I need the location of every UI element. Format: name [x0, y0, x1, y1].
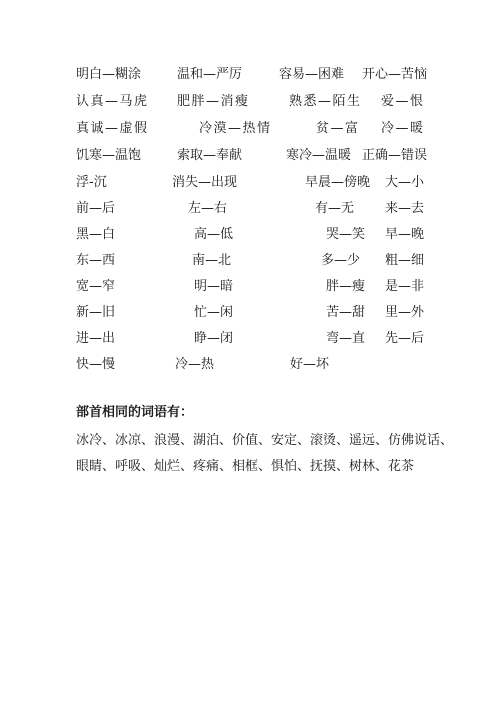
- antonym-row-2: [0, 93, 500, 111]
- antonym-row-5: [0, 174, 500, 192]
- antonym-pair: 大—小: [385, 175, 425, 190]
- antonym-row-10: [0, 304, 500, 322]
- antonym-pair: 先—后: [385, 331, 425, 346]
- antonym-pair: 里—外: [385, 305, 425, 320]
- antonym-row-3: [0, 120, 500, 138]
- antonym-pair: 新—旧: [76, 305, 116, 320]
- antonym-pair: 冷—热: [175, 357, 215, 372]
- antonym-row-11: [0, 330, 500, 348]
- antonym-row-1: [0, 66, 500, 84]
- antonym-row-6: [0, 200, 500, 218]
- antonym-pair: 消失—出现: [172, 175, 238, 190]
- antonym-row-7: [0, 226, 500, 244]
- antonym-pair: 弯—直: [326, 331, 366, 346]
- antonym-pair: 索取—奉献: [177, 148, 243, 163]
- antonym-pair: 正确—错误: [362, 148, 428, 163]
- antonym-pair: 冷漠—热情: [199, 121, 272, 136]
- antonym-pair: 熟悉—陌生: [289, 94, 362, 109]
- antonym-pair: 早晨—傍晚: [305, 175, 371, 190]
- antonym-pair: 忙—闲: [194, 305, 234, 320]
- section-title: 部首相同的词语有：: [76, 405, 194, 420]
- antonym-pair: 饥寒—温饱: [76, 148, 142, 163]
- antonym-row-12: [0, 356, 500, 374]
- antonym-pair: 宽—窄: [76, 279, 116, 294]
- antonym-pair: 浮-沉: [76, 175, 107, 190]
- antonym-pair: 明—暗: [194, 279, 234, 294]
- antonym-pair: 多—少: [321, 253, 361, 268]
- antonym-pair: 南—北: [192, 253, 232, 268]
- antonym-row-8: [0, 252, 500, 270]
- antonym-pair: 冷—暖: [381, 121, 425, 136]
- antonym-pair: 左—右: [188, 201, 228, 216]
- antonym-pair: 前—后: [76, 201, 116, 216]
- antonym-pair: 容易—困难: [279, 67, 345, 82]
- antonym-row-4: [0, 147, 500, 165]
- radical-words-line-2: 眼睛、呼吸、灿烂、疼痛、相框、惧怕、抚摸、树林、花茶: [76, 459, 415, 474]
- antonym-pair: 爱—恨: [381, 94, 425, 109]
- antonym-pair: 认真—马虎: [76, 94, 149, 109]
- antonym-pair: 胖—瘦: [326, 279, 366, 294]
- antonym-pair: 睁—闭: [194, 331, 234, 346]
- antonym-pair: 快—慢: [76, 357, 116, 372]
- antonym-pair: 肥胖—消瘦: [177, 94, 250, 109]
- antonym-pair: 贫—富: [316, 121, 360, 136]
- antonym-pair: 苦—甜: [326, 305, 366, 320]
- antonym-row-9: [0, 278, 500, 296]
- antonym-pair: 温和—严厉: [177, 67, 243, 82]
- antonym-pair: 真诚—虚假: [76, 121, 149, 136]
- antonym-pair: 粗—细: [385, 253, 425, 268]
- antonym-pair: 寒冷—温暖: [286, 148, 352, 163]
- radical-words-line-1: 冰冷、冰凉、浪漫、湖泊、价值、安定、滚烫、遥远、仿佛说话、: [76, 433, 454, 448]
- antonym-pair: 东—西: [76, 253, 116, 268]
- antonym-pair: 明白—糊涂: [76, 67, 142, 82]
- antonym-pair: 开心—苦恼: [362, 67, 428, 82]
- antonym-pair: 进—出: [76, 331, 116, 346]
- antonym-pair: 有—无: [315, 201, 355, 216]
- antonym-pair: 早—晚: [385, 227, 425, 242]
- antonym-pair: 高—低: [194, 227, 234, 242]
- antonym-pair: 黑—白: [76, 227, 116, 242]
- antonym-pair: 好—坏: [290, 357, 330, 372]
- antonym-pair: 哭—笑: [326, 227, 366, 242]
- antonym-pair: 是—非: [385, 279, 425, 294]
- antonym-pair: 来—去: [385, 201, 425, 216]
